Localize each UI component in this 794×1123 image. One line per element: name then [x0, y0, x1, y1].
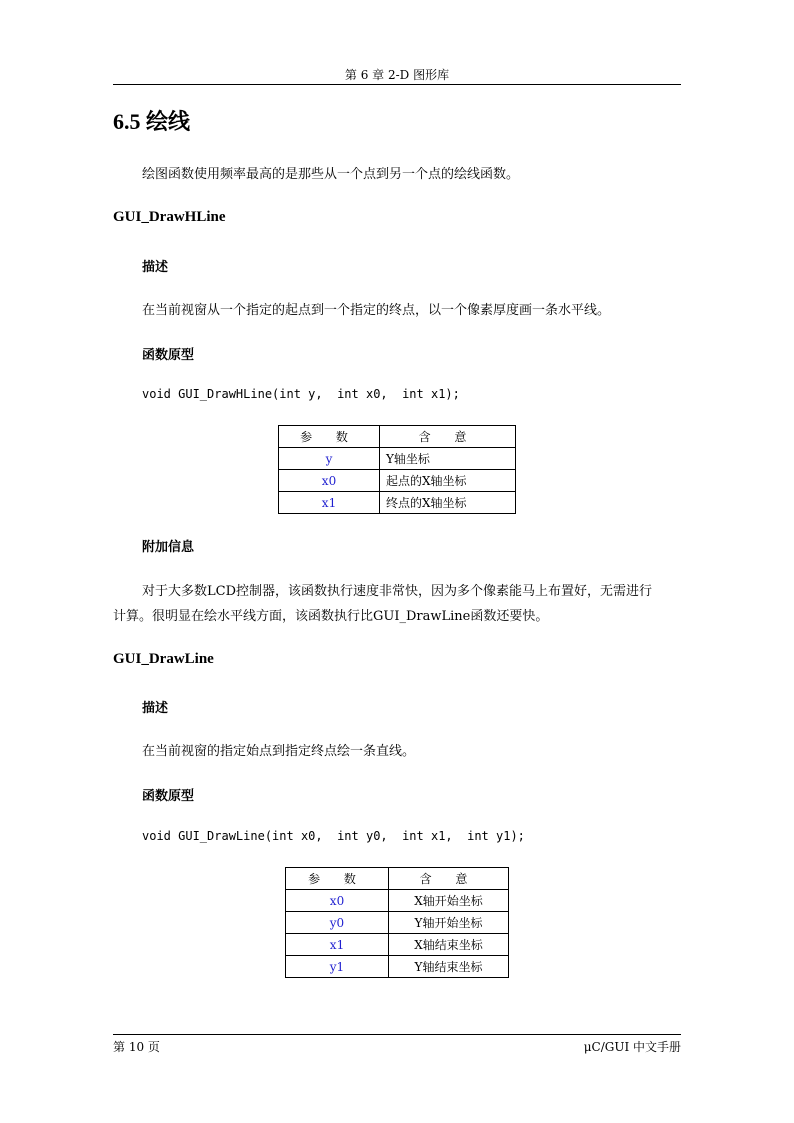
additional-info-line-2: 计算。很明显在绘水平线方面，该函数执行比GUI_DrawLine函数还要快。 — [113, 609, 549, 624]
parameter-name: y — [279, 448, 380, 470]
function-title-drawline: GUI_DrawLine — [113, 651, 214, 667]
parameter-name: x1 — [286, 934, 389, 956]
parameter-table — [285, 867, 509, 978]
prototype-heading: 函数原型 — [142, 348, 195, 363]
table-row — [279, 492, 516, 514]
section-intro: 绘图函数使用频率最高的是那些从一个点到另一个点的绘线函数。 — [142, 167, 520, 182]
column-header-meaning: 含 意 — [380, 426, 516, 448]
column-header-parameter: 参 数 — [279, 426, 380, 448]
table-row — [286, 956, 509, 978]
parameter-meaning: Y轴坐标 — [380, 448, 516, 470]
additional-info-heading: 附加信息 — [142, 540, 195, 555]
table-header-row — [279, 426, 516, 448]
parameter-meaning: Y轴结束坐标 — [389, 956, 509, 978]
parameter-meaning: 起点的X轴坐标 — [380, 470, 516, 492]
description-text: 在当前视窗从一个指定的起点到一个指定的终点，以一个像素厚度画一条水平线。 — [142, 303, 611, 318]
parameter-name: x1 — [279, 492, 380, 514]
prototype-heading: 函数原型 — [142, 789, 195, 804]
parameter-meaning: 终点的X轴坐标 — [380, 492, 516, 514]
running-header: 第 6 章 2-D 图形库 — [344, 68, 450, 82]
additional-info-line-1: 对于大多数LCD控制器，该函数执行速度非常快，因为多个像素能马上布置好，无需进行 — [142, 584, 653, 599]
header-rule — [113, 84, 681, 85]
description-text: 在当前视窗的指定始点到指定终点绘一条直线。 — [142, 744, 416, 759]
column-header-meaning: 含 意 — [389, 868, 509, 890]
description-heading: 描述 — [142, 260, 169, 275]
parameter-meaning: X轴开始坐标 — [389, 890, 509, 912]
table-row — [279, 448, 516, 470]
column-header-parameter: 参 数 — [286, 868, 389, 890]
page-number: 第 10 页 — [113, 1040, 160, 1054]
table-header-row — [286, 868, 509, 890]
function-prototype: void GUI_DrawLine(int x0, int y0, int x1, int y1); — [142, 829, 525, 843]
parameter-meaning: X轴结束坐标 — [389, 934, 509, 956]
table-row — [279, 470, 516, 492]
parameter-name: y1 — [286, 956, 389, 978]
footer-rule — [113, 1034, 681, 1035]
description-heading: 描述 — [142, 701, 169, 716]
parameter-name: x0 — [279, 470, 380, 492]
function-title-drawhline: GUI_DrawHLine — [113, 209, 226, 225]
parameter-meaning: Y轴开始坐标 — [389, 912, 509, 934]
function-prototype: void GUI_DrawHLine(int y, int x0, int x1); — [142, 387, 460, 401]
manual-title: μC/GUI 中文手册 — [583, 1040, 681, 1054]
table-row — [286, 890, 509, 912]
section-title: 6.5 绘线 — [113, 109, 191, 134]
parameter-table — [278, 425, 516, 514]
table-row — [286, 912, 509, 934]
parameter-name: y0 — [286, 912, 389, 934]
parameter-name: x0 — [286, 890, 389, 912]
table-row — [286, 934, 509, 956]
